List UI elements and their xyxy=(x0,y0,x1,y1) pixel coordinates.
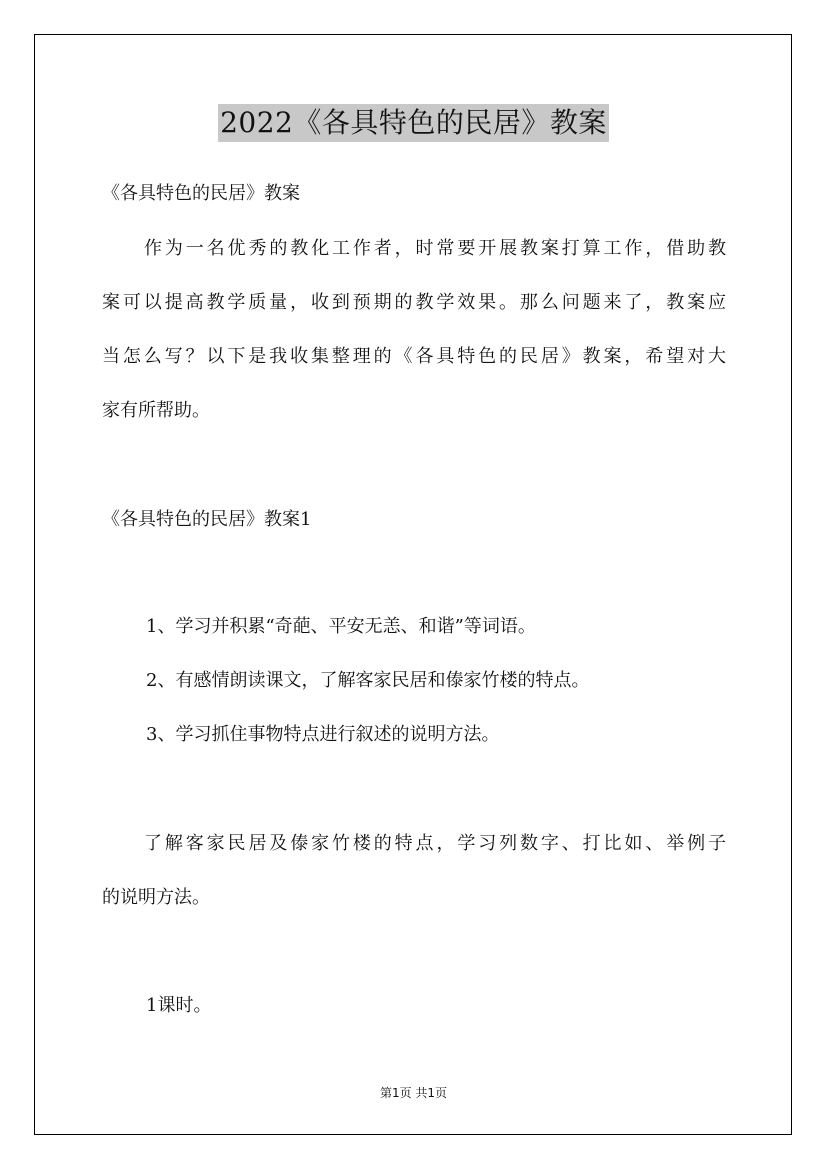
document-subtitle: 《各具特色的民居》教案 xyxy=(102,183,300,204)
document-title: 2022《各具特色的民居》教案 xyxy=(218,104,609,142)
title-container xyxy=(0,104,827,142)
objective-1: 1、学习并积累“奇葩、平安无恙、和谐”等词语。 xyxy=(146,616,536,637)
key-points-line-1: 了解客家民居及傣家竹楼的特点，学习列数字、打比如、举例子 xyxy=(144,833,726,854)
intro-line-1: 作为一名优秀的教化工作者，时常要开展教案打算工作，借助教 xyxy=(144,238,726,259)
intro-line-3: 当怎么写？以下是我收集整理的《各具特色的民居》教案，希望对大 xyxy=(102,346,726,367)
intro-line-2: 案可以提高教学质量，收到预期的教学效果。那么问题来了，教案应 xyxy=(102,292,726,313)
section-heading: 《各具特色的民居》教案1 xyxy=(102,509,312,530)
objective-2: 2、有感情朗读课文，了解客家民居和傣家竹楼的特点。 xyxy=(146,670,590,691)
objective-3: 3、学习抓住事物特点进行叙述的说明方法。 xyxy=(146,724,500,745)
class-time: 1课时。 xyxy=(146,995,212,1016)
page-footer: 第1页 共1页 xyxy=(379,1086,448,1100)
key-points-line-2: 的说明方法。 xyxy=(102,887,210,908)
intro-line-4: 家有所帮助。 xyxy=(102,400,210,421)
